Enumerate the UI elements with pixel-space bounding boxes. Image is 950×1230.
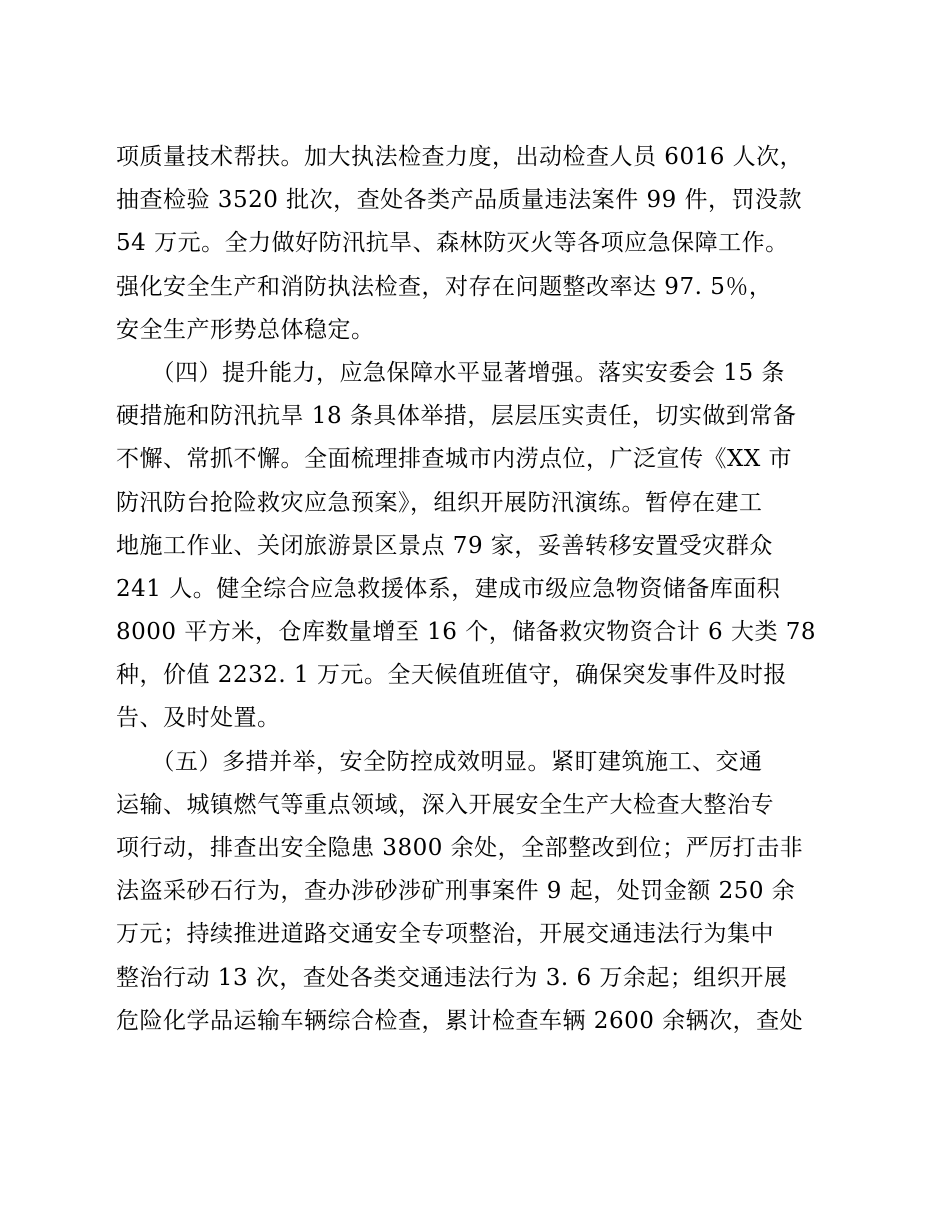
text-line: 8000 平方米，仓库数量增至 16 个，储备救灾物资合计 6 大类 78	[116, 619, 817, 646]
text-line: 项行动，排查出安全隐患 3800 余处，全部整改到位；严厉打击非	[116, 835, 804, 861]
text-line: 种，价值 2232. 1 万元。全天候值班值守，确保突发事件及时报	[116, 662, 787, 689]
text-line: 强化安全生产和消防执法检查，对存在问题整改率达 97. 5％，	[116, 273, 773, 300]
section-five-heading-line: （五）多措并举，安全防控成效明显。紧盯建筑施工、交通	[116, 748, 763, 775]
text-line: 运输、城镇燃气等重点领域，深入开展安全生产大检查大整治专	[116, 791, 774, 818]
text-line: 54 万元。全力做好防汛抗旱、森林防灭火等各项应急保障工作。	[116, 230, 789, 257]
text-line: 不懈、常抓不懈。全面梳理排查城市内涝点位，广泛宣传《XX 市	[116, 446, 793, 473]
text-line: 防汛防台抢险救灾应急预案》，组织开展防汛演练。暂停在建工	[116, 489, 763, 516]
text-line: 地施工作业、关闭旅游景区景点 79 家，妥善转移安置受灾群众	[116, 532, 773, 559]
text-line: 安全生产形势总体稳定。	[116, 316, 375, 343]
body-text	[116, 136, 826, 1043]
text-line: 危险化学品运输车辆综合检查，累计检查车辆 2600 余辆次，查处	[116, 1007, 804, 1034]
text-line: 项质量技术帮扶。加大执法检查力度，出动检查人员 6016 人次，	[116, 144, 804, 170]
text-line: 硬措施和防汛抗旱 18 条具体举措，层层压实责任，切实做到常备	[116, 403, 797, 430]
text-line: 法盗采砂石行为，查办涉砂涉矿刑事案件 9 起，处罚金额 250 余	[116, 878, 796, 905]
text-line: 告、及时处置。	[116, 705, 281, 732]
text-line: 抽查检验 3520 批次，查处各类产品质量违法案件 99 件，罚没款	[116, 187, 803, 214]
text-line: 万元；持续推进道路交通安全专项整治，开展交通违法行为集中	[116, 921, 774, 948]
text-line: 整治行动 13 次，查处各类交通违法行为 3. 6 万余起；组织开展	[116, 964, 788, 991]
text-line: 241 人。健全综合应急救援体系，建成市级应急物资储备库面积	[116, 575, 781, 602]
section-four-heading-line: （四）提升能力，应急保障水平显著增强。落实安委会 15 条	[116, 359, 785, 386]
